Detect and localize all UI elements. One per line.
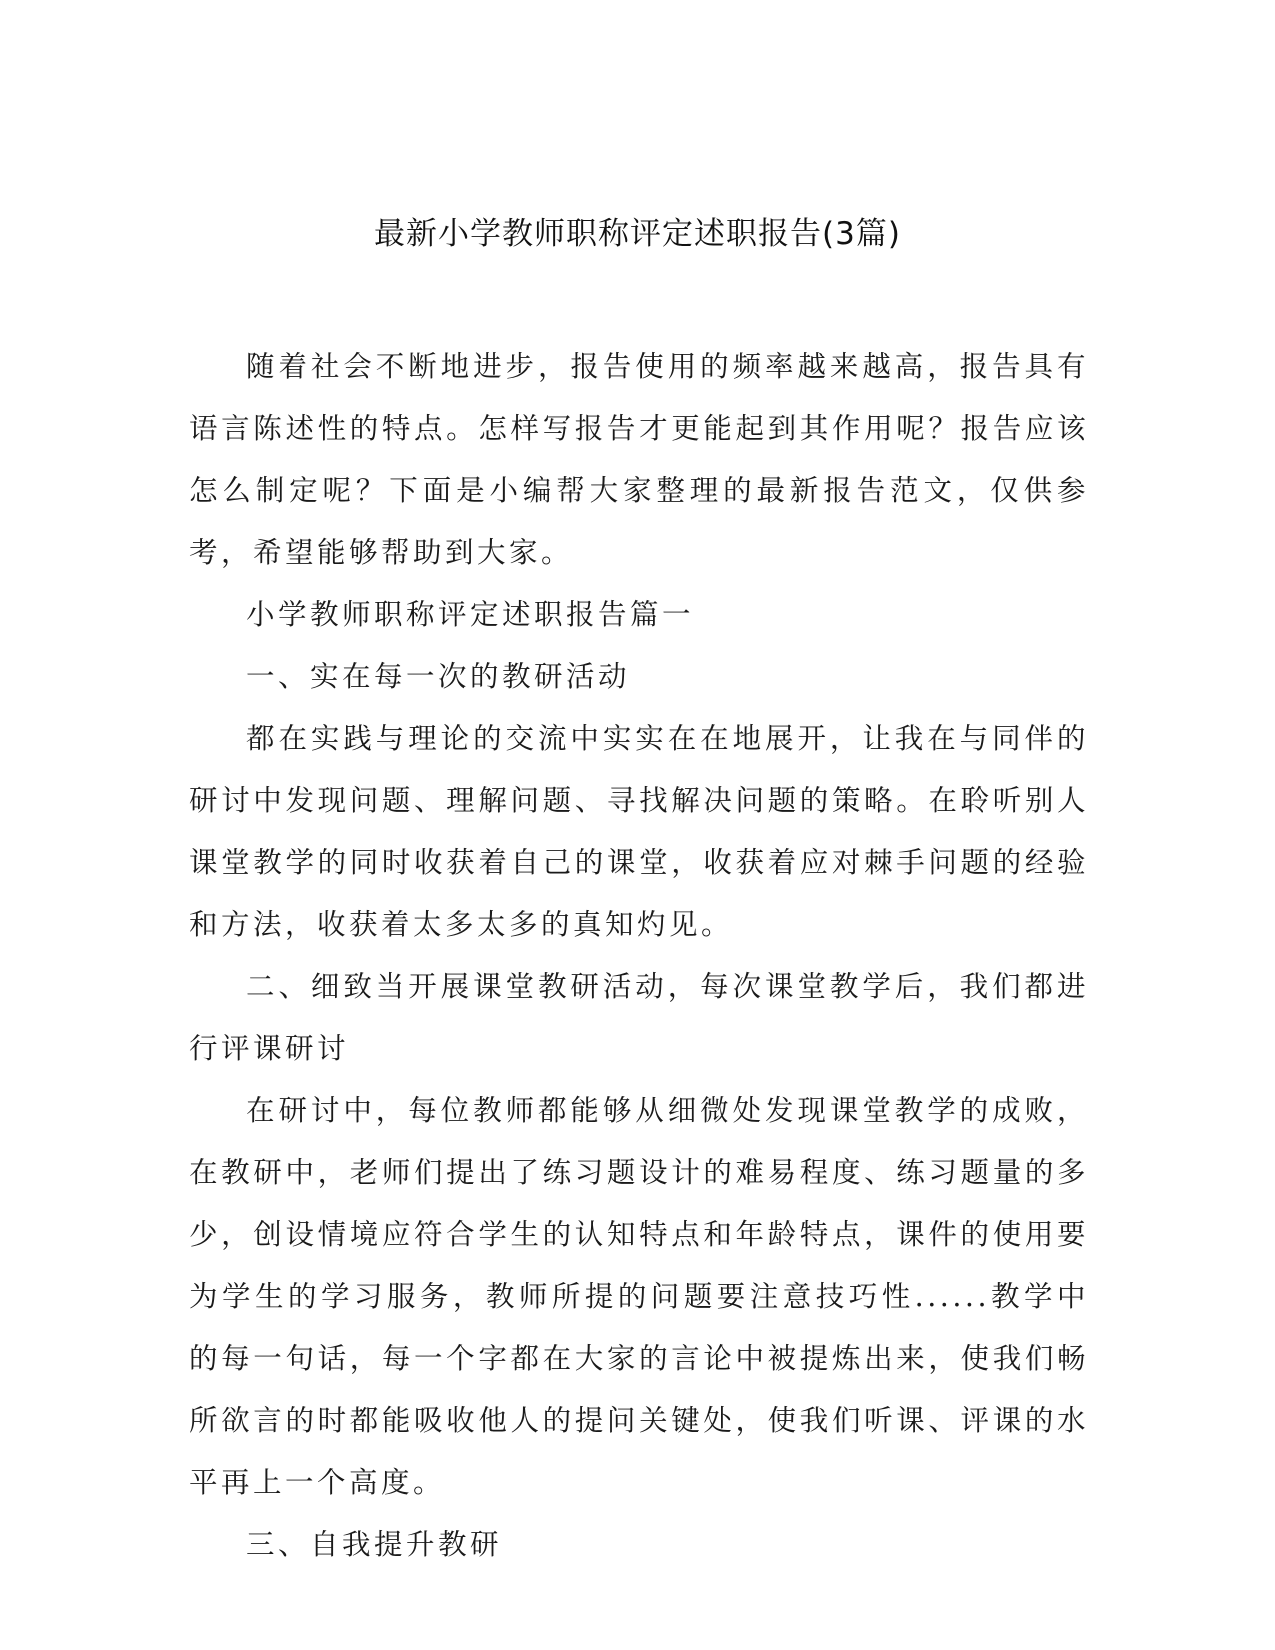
section-heading-part-one: 小学教师职称评定述职报告篇一 [246,598,695,631]
body-paragraph-two: 在研讨中，每位教师都能够从细微处发现课堂教学的成败，在教研中，老师们提出了练习题设计的难易程度、练习题量的多少，创设情境应符合学生的认知特点和年龄特点，课件的使用要为学生的学习服务，教师所提的问题要注意技巧性......教学中的每一句话，每一个字都在大家的言论中被提炼出来，使我们畅所欲言的时都能吸收他人的提问关键处，使我们听课、评课的水平再上一个高度。 [189,1094,1089,1499]
subheading-one: 一、实在每一次的教研活动 [246,660,631,693]
intro-paragraph: 随着社会不断地进步，报告使用的频率越来越高，报告具有语言陈述性的特点。怎样写报告才更能起到其作用呢？报告应该怎么制定呢？下面是小编帮大家整理的最新报告范文，仅供参考，希望能够帮助到大家。 [189,350,1089,569]
document-body [189,336,1089,1576]
subheading-two: 二、细致当开展课堂教研活动，每次课堂教学后，我们都进行评课研讨 [189,970,1089,1065]
document-title: 最新小学教师职称评定述职报告(3篇) [374,216,901,252]
body-paragraph-one: 都在实践与理论的交流中实实在在地展开，让我在与同伴的研讨中发现问题、理解问题、寻找解决问题的策略。在聆听别人课堂教学的同时收获着自己的课堂，收获着应对棘手问题的经验和方法，收获着太多太多的真知灼见。 [189,722,1089,941]
subheading-three: 三、自我提升教研 [246,1528,503,1561]
